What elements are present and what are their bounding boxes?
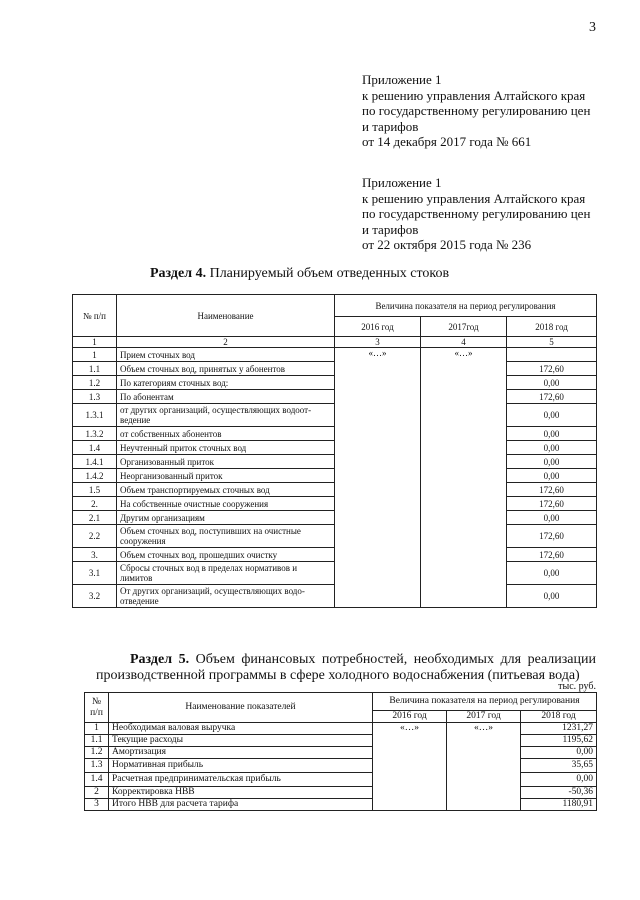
value-2018: 172,60: [507, 390, 597, 404]
header-name: Наименование: [117, 295, 335, 337]
table-row: [85, 787, 597, 799]
row-num: 1.4: [85, 773, 109, 787]
value-2018: -50,36: [521, 787, 597, 799]
row-num: 1.4: [73, 441, 117, 455]
row-name: От других организаций, осуществляющих водо- отведение: [117, 585, 335, 608]
section5-title: [96, 652, 596, 684]
header-year-2017: 2017 год: [447, 711, 521, 723]
section4-title-bold: Раздел 4.: [150, 266, 207, 281]
row-name: Другим организациям: [117, 511, 335, 525]
row-name: Сбросы сточных вод в пределах нормативов и лимитов: [117, 562, 335, 585]
row-name: Расчетная предпринимательская прибыль: [109, 773, 373, 787]
section5-title-text: Объем финансовых потребностей, необходимых для реализации производственной программы в сфере холодного водоснабжения (питьевая вода): [96, 652, 596, 683]
row-name: По абонентам: [117, 390, 335, 404]
colnum-4: 4: [421, 337, 507, 348]
section5-title-bold: Раздел 5.: [130, 652, 190, 667]
value-2018: 1195,62: [521, 735, 597, 747]
header-value: Величина показателя на период регулирования: [335, 295, 597, 317]
row-num: 3.1: [73, 562, 117, 585]
value-2018: 0,00: [507, 455, 597, 469]
page-number: 3: [589, 20, 596, 35]
value-2018: 35,65: [521, 759, 597, 773]
row-num: 2.: [73, 497, 117, 511]
header-year-2018: 2018 год: [521, 711, 597, 723]
value-2018: 172,60: [507, 483, 597, 497]
row-num: 1.4.1: [73, 455, 117, 469]
row-name: Неучтенный приток сточных вод: [117, 441, 335, 455]
colnum-2: 2: [117, 337, 335, 348]
value-2018: 0,00: [507, 404, 597, 427]
annex-line: по государственному регулированию цен: [362, 103, 591, 118]
value-2018: 0,00: [507, 469, 597, 483]
row-name: от собственных абонентов: [117, 427, 335, 441]
value-2018: 172,60: [507, 525, 597, 548]
section4-title: [150, 266, 449, 282]
row-num: 3.: [73, 548, 117, 562]
section4-title-text: Планируемый объем отведенных стоков: [206, 266, 450, 281]
row-name: Нормативная прибыль: [109, 759, 373, 773]
value-2016: «…»: [335, 348, 421, 608]
annex-header-original: [362, 175, 612, 253]
row-name: По категориям сточных вод:: [117, 376, 335, 390]
section4-table: [72, 294, 597, 608]
row-name: Итого НВВ для расчета тарифа: [109, 799, 373, 811]
row-num: 1.3: [73, 390, 117, 404]
value-2018: 172,60: [507, 497, 597, 511]
row-num: 1: [85, 723, 109, 735]
value-2018: 1231,27: [521, 723, 597, 735]
table-row: [85, 747, 597, 759]
colnum-1: 1: [73, 337, 117, 348]
row-num: 2.1: [73, 511, 117, 525]
header-num: № п/п: [73, 295, 117, 337]
table-row: [85, 735, 597, 747]
value-2018: 0,00: [507, 585, 597, 608]
table-row: [85, 773, 597, 787]
annex-line: от 22 октября 2015 года № 236: [362, 237, 532, 252]
value-2018: 0,00: [507, 511, 597, 525]
row-name: Объем сточных вод, прошедших очистку: [117, 548, 335, 562]
row-name: от других организаций, осуществляющих водоот- ведение: [117, 404, 335, 427]
row-num: 2: [85, 787, 109, 799]
row-name: На собственные очистные сооружения: [117, 497, 335, 511]
header-year-2018: 2018 год: [507, 317, 597, 337]
value-2016: «…»: [373, 723, 447, 811]
row-name: Объем транспортируемых сточных вод: [117, 483, 335, 497]
units-label: тыс. руб.: [558, 681, 596, 692]
header-year-2016: 2016 год: [335, 317, 421, 337]
row-num: 1.3.1: [73, 404, 117, 427]
row-name: Необходимая валовая выручка: [109, 723, 373, 735]
annex-line: к решению управления Алтайского края: [362, 87, 586, 103]
row-name: Корректировка НВВ: [109, 787, 373, 799]
row-num: 2.2: [73, 525, 117, 548]
annex-line: от 14 декабря 2017 года № 661: [362, 134, 532, 149]
table-row: [85, 799, 597, 811]
row-num: 1.3.2: [73, 427, 117, 441]
annex-line: Приложение 1: [362, 175, 442, 190]
value-2018: 0,00: [507, 376, 597, 390]
value-2017: «…»: [447, 723, 521, 811]
table-row: [85, 759, 597, 773]
annex-line: и тарифов: [362, 118, 419, 134]
value-2018: 0,00: [507, 562, 597, 585]
row-name: Объем сточных вод, поступивших на очистные сооружения: [117, 525, 335, 548]
section5-table: [84, 692, 597, 811]
row-num: 1.2: [85, 747, 109, 759]
value-2018: 0,00: [521, 773, 597, 787]
row-name: Амортизация: [109, 747, 373, 759]
row-name: Неорганизованный приток: [117, 469, 335, 483]
annex-line: по государственному регулированию цен: [362, 206, 591, 221]
header-name: Наименование показателей: [109, 693, 373, 723]
row-num: 1: [73, 348, 117, 362]
table-row: [73, 348, 597, 362]
row-name: Организованный приток: [117, 455, 335, 469]
annex-line: Приложение 1: [362, 72, 442, 87]
annex-line: к решению управления Алтайского края: [362, 190, 586, 206]
header-value: Величина показателя на период регулирования: [373, 693, 597, 711]
value-2018: 172,60: [507, 362, 597, 376]
row-num: 1.2: [73, 376, 117, 390]
colnum-5: 5: [507, 337, 597, 348]
value-2017: «…»: [421, 348, 507, 608]
row-num: 1.3: [85, 759, 109, 773]
header-num: № п/п: [85, 693, 109, 723]
row-name: Объем сточных вод, принятых у абонентов: [117, 362, 335, 376]
row-num: 1.4.2: [73, 469, 117, 483]
value-2018: 172,60: [507, 548, 597, 562]
row-num: 3: [85, 799, 109, 811]
annex-line: и тарифов: [362, 221, 419, 237]
value-2018: [507, 348, 597, 362]
value-2018: 1180,91: [521, 799, 597, 811]
row-name: Прием сточных вод: [117, 348, 335, 362]
row-name: Текущие расходы: [109, 735, 373, 747]
value-2018: 0,00: [521, 747, 597, 759]
colnum-3: 3: [335, 337, 421, 348]
table-row: [85, 723, 597, 735]
annex-header-current: [362, 72, 612, 150]
header-year-2017: 2017год: [421, 317, 507, 337]
row-num: 1.5: [73, 483, 117, 497]
row-num: 1.1: [73, 362, 117, 376]
row-num: 1.1: [85, 735, 109, 747]
value-2018: 0,00: [507, 441, 597, 455]
row-num: 3.2: [73, 585, 117, 608]
header-year-2016: 2016 год: [373, 711, 447, 723]
value-2018: 0,00: [507, 427, 597, 441]
